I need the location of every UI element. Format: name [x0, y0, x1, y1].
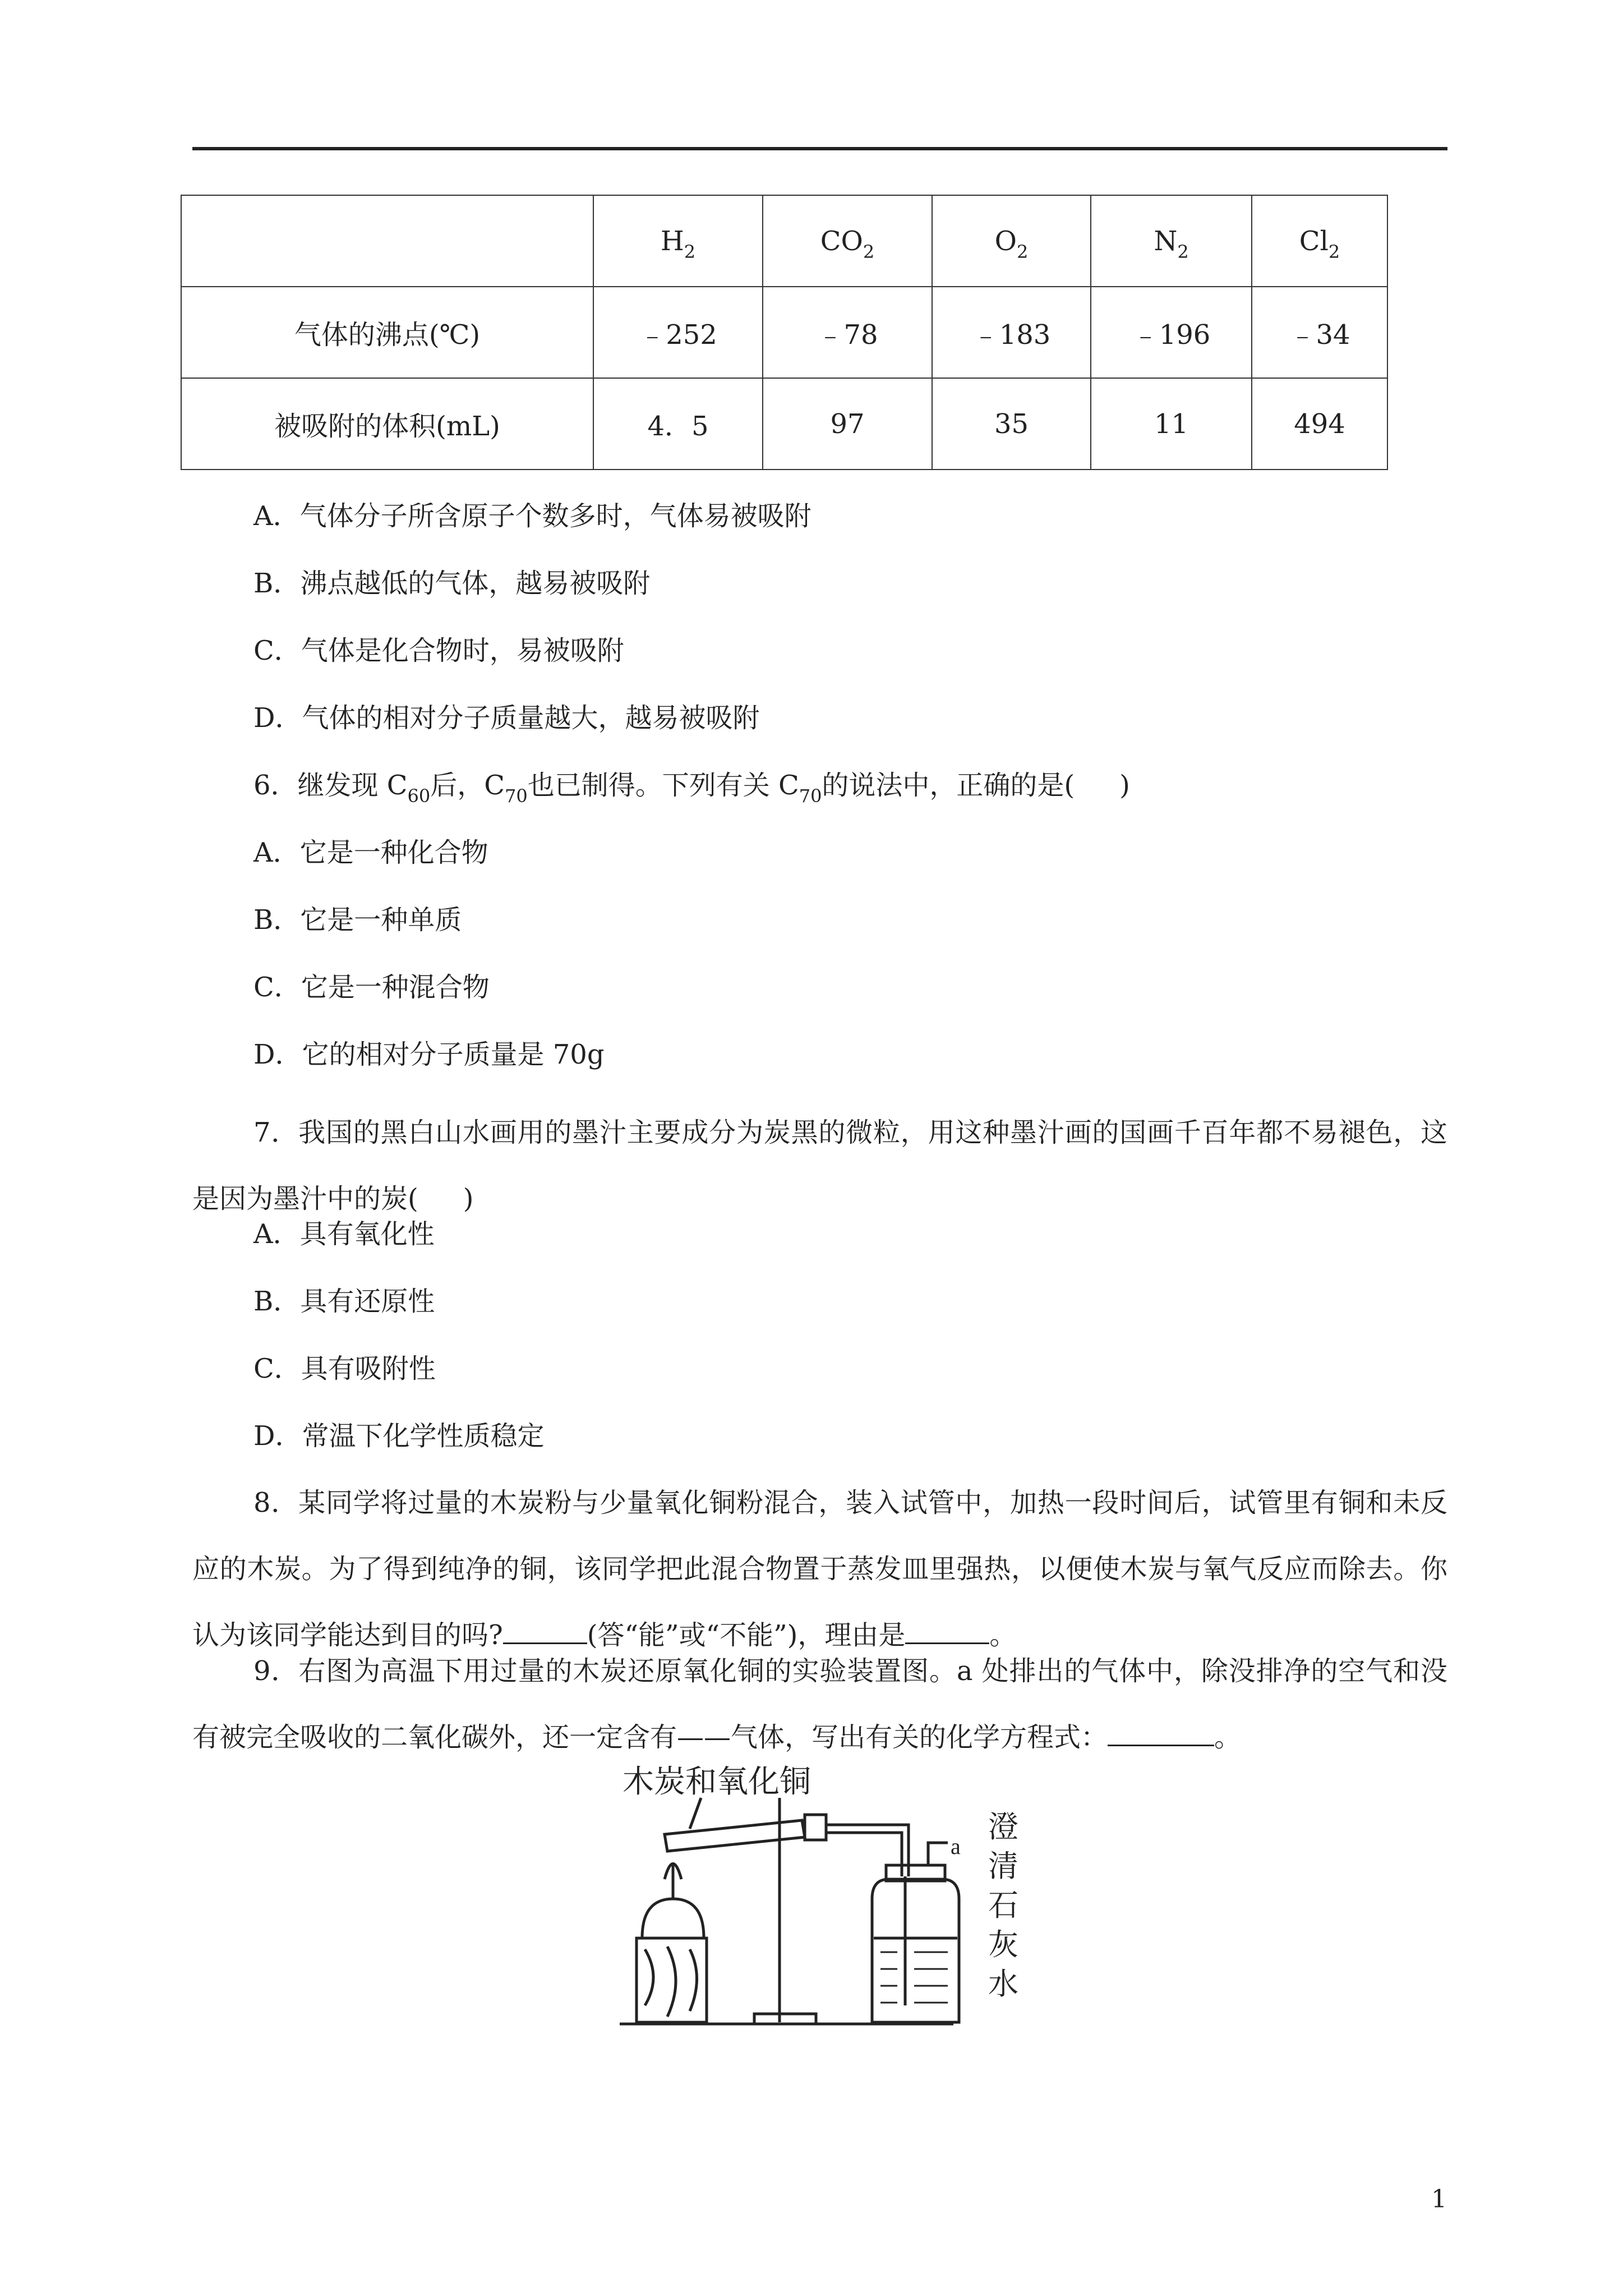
table-cell: ﹣252	[593, 287, 763, 378]
figure-label-limewater-4: 灰	[988, 1928, 1018, 1962]
table-cell: ﹣78	[763, 287, 932, 378]
figure-label-outlet-a: a	[951, 1834, 961, 1859]
table-header-cell: $O_2$	[932, 195, 1091, 287]
tube-stopper	[805, 1815, 826, 1840]
q9-text: 9．右图为高温下用过量的木炭还原氧化铜的实验装置图。a 处排出的气体中，除没排净的空气和没有被完全吸收的二氧化碳外，还一定含有——气体，写出有关的化学方程式： 。	[192, 1655, 1447, 1753]
page-number: 1	[1431, 2185, 1447, 2214]
apparatus-figure	[611, 1759, 1026, 2039]
header-rule	[192, 147, 1447, 150]
q7-option-b: B．具有还原性	[253, 1286, 435, 1317]
q5-option-b: B．沸点越低的气体，越易被吸附	[253, 568, 651, 599]
figure-leader-line	[690, 1798, 701, 1829]
q5-option-c: C．气体是化合物时，易被吸附	[253, 635, 624, 666]
q7-option-c: C．具有吸附性	[253, 1353, 436, 1384]
table-header-cell: $H_2$	[593, 195, 763, 287]
table-row	[181, 287, 1387, 378]
q5-option-a: A．气体分子所含原子个数多时，气体易被吸附	[253, 500, 811, 532]
table-header-row	[181, 195, 1387, 287]
table-cell: 35	[932, 378, 1091, 470]
table-header-cell: $CO_2$	[763, 195, 932, 287]
table-cell: ﹣183	[932, 287, 1091, 378]
table-header-cell: $N_2$	[1091, 195, 1252, 287]
table-row-label: 气体的沸点(℃)	[181, 287, 593, 378]
figure-label-charcoal-copper-oxide: 木炭和氧化铜	[623, 1764, 811, 1799]
table-cell: 4．5	[593, 378, 763, 470]
q7-option-a: A．具有氧化性	[253, 1218, 435, 1250]
gas-adsorption-table	[181, 195, 1388, 470]
table-row	[181, 378, 1387, 470]
table-cell: 97	[763, 378, 932, 470]
figure-label-limewater-5: 水	[988, 1967, 1018, 2001]
table-cell: ﹣34	[1252, 287, 1387, 378]
table-header-cell: $Cl_2$	[1252, 195, 1387, 287]
q6-option-d: D．它的相对分子质量是 70g	[253, 1039, 605, 1070]
q7-stem: 7．我国的黑白山水画用的墨汁主要成分为炭黑的微粒，用这种墨汁画的国画千百年都不易褪色，这是因为墨汁中的炭( )	[192, 1117, 1447, 1214]
table-cell: ﹣196	[1091, 287, 1252, 378]
q5-option-d: D．气体的相对分子质量越大，越易被吸附	[253, 702, 760, 734]
spirit-lamp	[642, 1899, 704, 1938]
q6-option-a: A．它是一种化合物	[253, 837, 488, 868]
table-row-label: 被吸附的体积(mL)	[181, 378, 593, 470]
table-cell: 11	[1091, 378, 1252, 470]
clamp-stand-base	[754, 2014, 816, 2024]
table-cell: 494	[1252, 378, 1387, 470]
test-tube	[665, 1820, 805, 1851]
q7-option-d: D．常温下化学性质稳定	[253, 1420, 545, 1452]
q6-option-c: C．它是一种混合物	[253, 972, 490, 1003]
table-corner-cell	[181, 195, 593, 287]
q8-text: 8．某同学将过量的木炭粉与少量氧化铜粉混合，装入试管中，加热一段时间后，试管里有铜和未反应的木炭。为了得到纯净的铜，该同学把此混合物置于蒸发皿里强热，以便使木炭与氧气反应而除去。你认为该同学能达到目的吗? (答“能”或“不能”)，理由是 。	[192, 1487, 1447, 1651]
figure-label-limewater-3: 石	[988, 1889, 1018, 1922]
outlet-tube	[928, 1843, 948, 1865]
q6-option-b: B．它是一种单质	[253, 904, 462, 936]
q6-stem: 6．继发现 $C_{60}$后，$C_{70}$也已制得。下列有关 $C_{70}$的说法中，正确的是( )	[253, 770, 1130, 807]
q9-answer-blank	[1108, 1720, 1214, 1746]
figure-label-limewater-2: 清	[988, 1849, 1018, 1883]
figure-label-limewater-1: 澄	[988, 1810, 1018, 1844]
limewater-bottle	[872, 1879, 959, 2022]
